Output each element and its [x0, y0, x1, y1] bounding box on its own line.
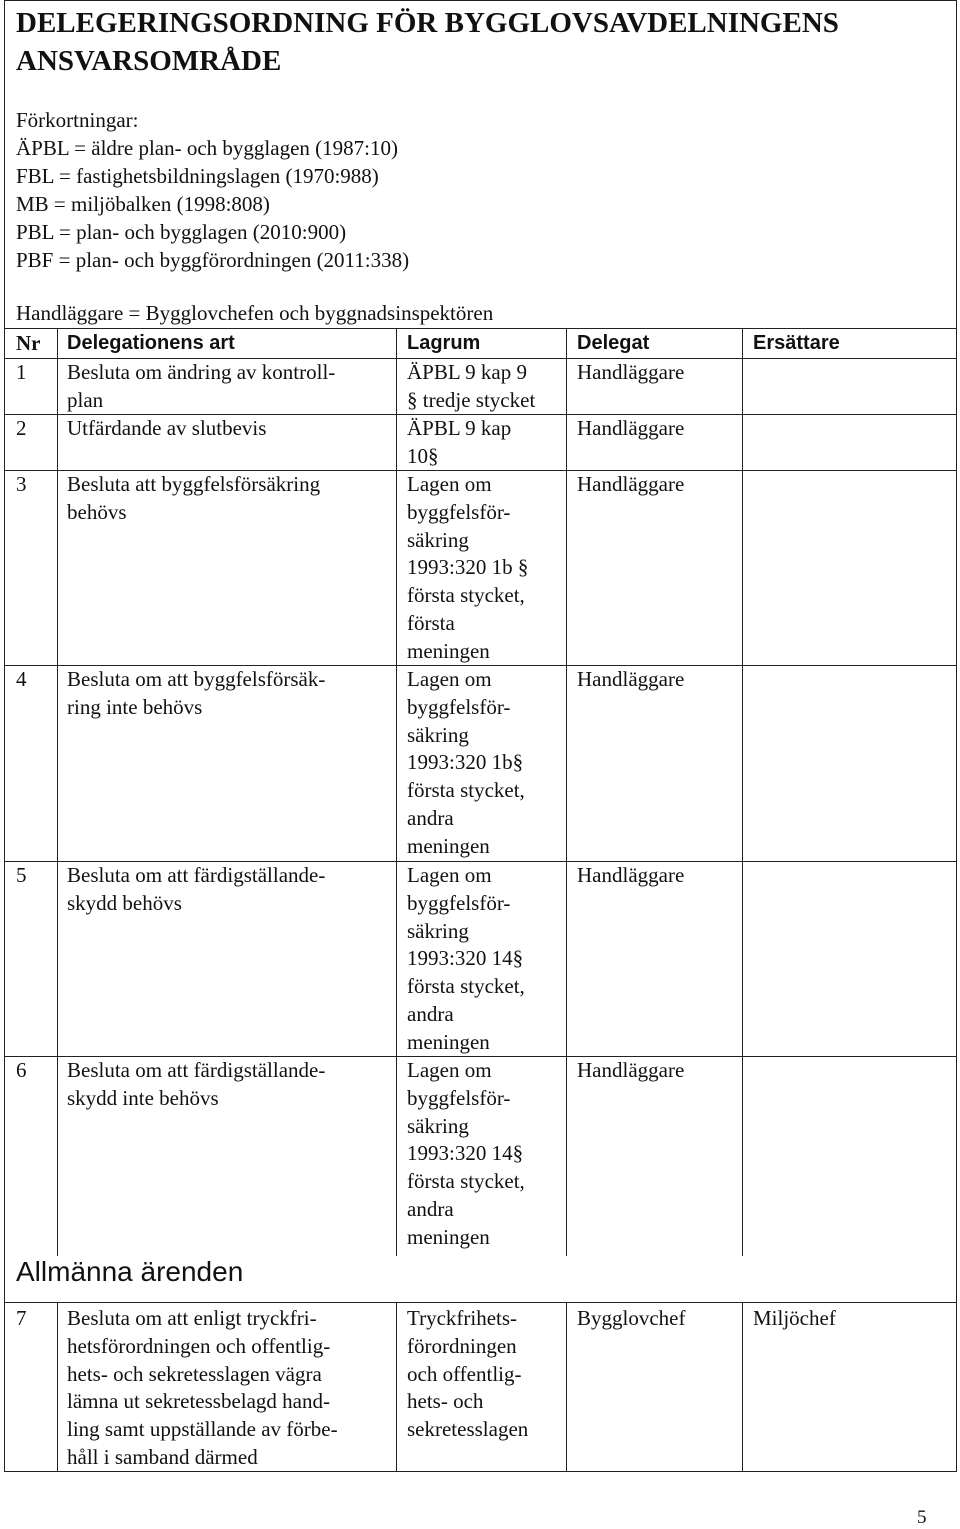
row-lagrum-line: andra: [407, 1196, 454, 1221]
row-lagrum-line: 1993:320 14§: [407, 946, 524, 971]
abbreviation-item: PBL = plan- och bygglagen (2010:900): [16, 220, 347, 244]
row-lagrum: [407, 359, 535, 415]
row-delegationens-art-line: plan: [67, 387, 104, 412]
abbreviation-item: FBL = fastighetsbildningslagen (1970:988): [16, 164, 379, 188]
row-lagrum-line: byggfelsför-: [407, 694, 511, 719]
row-delegationens-art-line: skydd behövs: [67, 890, 182, 915]
row-lagrum-line: Tryckfrihets-: [407, 1306, 518, 1330]
row-lagrum-line: andra: [407, 805, 454, 830]
row-lagrum-line: ÄPBL 9 kap: [407, 416, 512, 440]
row-lagrum-line: meningen: [407, 638, 490, 663]
row-lagrum-line: första stycket,: [407, 778, 525, 803]
row-delegationens-art-line: behövs: [67, 499, 127, 524]
row-lagrum-line: § tredje stycket: [407, 387, 536, 412]
abbreviation-item: ÄPBL = äldre plan- och bygglagen (1987:10): [16, 136, 398, 160]
column-rule: [396, 1302, 397, 1472]
row-lagrum-line: Lagen om: [407, 863, 492, 887]
row-lagrum-line: byggfelsför-: [407, 1085, 511, 1110]
page-title: DELEGERINGSORDNING FÖR BYGGLOVSAVDELNINGENS ANSVARSOMRÅDE: [16, 7, 839, 77]
row-nr: 7: [16, 1306, 27, 1330]
row-delegationens-art: [67, 415, 266, 443]
row-delegationens-art: [67, 1305, 338, 1472]
row-lagrum-line: första stycket,: [407, 1169, 525, 1194]
column-rule: [566, 328, 567, 1256]
row-lagrum-line: meningen: [407, 1224, 490, 1249]
row-nr: 4: [16, 667, 27, 691]
row-lagrum-line: första stycket,: [407, 583, 525, 608]
row-lagrum: [407, 1305, 528, 1444]
row-nr: 6: [16, 1058, 27, 1082]
row-lagrum-line: säkring: [407, 918, 469, 943]
row-delegationens-art: [67, 359, 335, 415]
row-nr: 3: [16, 472, 27, 496]
row-lagrum-line: andra: [407, 1001, 454, 1026]
row-delegationens-art-line: Besluta att byggfelsförsäkring: [67, 472, 321, 496]
row-lagrum-line: och offentlig-: [407, 1361, 522, 1386]
row-lagrum-line: 10§: [407, 443, 439, 468]
row-lagrum-line: säkring: [407, 527, 469, 552]
row-delegationens-art-line: Besluta om att färdigställande-: [67, 863, 326, 887]
row-delegat: Handläggare: [577, 1058, 685, 1082]
row-lagrum-line: meningen: [407, 1029, 490, 1054]
header-ersattare: Ersättare: [753, 332, 840, 354]
row-lagrum-line: meningen: [407, 833, 490, 858]
row-rule: [4, 1302, 957, 1303]
row-delegat: Bygglovchef: [577, 1306, 686, 1330]
column-rule: [57, 1302, 58, 1472]
row-delegationens-art-line: Besluta om att färdigställande-: [67, 1058, 326, 1082]
row-lagrum: [407, 862, 525, 1057]
abbreviation-item: MB = miljöbalken (1998:808): [16, 192, 270, 216]
row-lagrum-line: ÄPBL 9 kap 9: [407, 360, 527, 384]
row-delegat: Handläggare: [577, 472, 685, 496]
row-lagrum-line: Lagen om: [407, 667, 492, 691]
handlaggare-definition: Handläggare = Bygglovchefen och byggnadsinspektören: [16, 301, 494, 325]
column-rule: [742, 1302, 743, 1472]
row-lagrum-line: 1993:320 1b §: [407, 555, 529, 580]
row-delegationens-art-line: hetsförordningen och offentlig-: [67, 1333, 331, 1358]
row-delegationens-art-line: lämna ut sekretessbelagd hand-: [67, 1389, 330, 1414]
row-delegationens-art-line: Utfärdande av slutbevis: [67, 416, 267, 440]
row-nr: 1: [16, 360, 27, 384]
row-delegationens-art-line: Besluta om ändring av kontroll-: [67, 360, 336, 384]
row-delegat: Handläggare: [577, 667, 685, 691]
row-delegationens-art-line: Besluta om att byggfelsförsäk-: [67, 667, 326, 691]
row-lagrum: [407, 471, 528, 666]
section-title: Allmänna ärenden: [16, 1256, 244, 1287]
row-delegationens-art: [67, 1057, 325, 1113]
row-lagrum-line: Lagen om: [407, 1058, 492, 1082]
row-nr: 2: [16, 416, 27, 440]
abbreviations: [16, 106, 409, 274]
row-delegationens-art-line: hets- och sekretesslagen vägra: [67, 1361, 322, 1386]
column-rule: [742, 328, 743, 1256]
row-delegationens-art-line: ling samt uppställande av förbe-: [67, 1417, 338, 1442]
row-delegationens-art-line: ring inte behövs: [67, 694, 203, 719]
row-nr: 5: [16, 863, 27, 887]
row-lagrum: [407, 666, 525, 861]
row-lagrum-line: första stycket,: [407, 974, 525, 999]
row-delegationens-art: [67, 471, 320, 527]
column-rule: [396, 328, 397, 1256]
row-delegationens-art-line: Besluta om att enligt tryckfri-: [67, 1306, 317, 1330]
row-lagrum-line: säkring: [407, 722, 469, 747]
row-lagrum-line: Lagen om: [407, 472, 492, 496]
row-delegationens-art-line: skydd inte behövs: [67, 1085, 219, 1110]
column-rule: [57, 328, 58, 1256]
row-lagrum-line: byggfelsför-: [407, 890, 511, 915]
row-delegat: Handläggare: [577, 863, 685, 887]
row-lagrum: [407, 1057, 525, 1252]
page-number: 5: [917, 1507, 927, 1528]
header-delegat: Delegat: [577, 332, 650, 354]
row-lagrum-line: första: [407, 610, 455, 635]
row-delegationens-art: [67, 666, 325, 722]
row-lagrum-line: 1993:320 14§: [407, 1141, 524, 1166]
row-lagrum-line: säkring: [407, 1113, 469, 1138]
row-lagrum-line: hets- och: [407, 1389, 484, 1414]
row-delegationens-art: [67, 862, 325, 918]
abbreviation-item: PBF = plan- och byggförordningen (2011:338): [16, 248, 410, 272]
abbreviations-heading: Förkortningar:: [16, 108, 139, 132]
row-delegationens-art-line: håll i samband därmed: [67, 1444, 258, 1469]
row-lagrum-line: sekretesslagen: [407, 1417, 529, 1442]
row-delegat: Handläggare: [577, 416, 685, 440]
row-lagrum-line: byggfelsför-: [407, 499, 511, 524]
row-lagrum-line: 1993:320 1b§: [407, 750, 524, 775]
header-nr: Nr: [16, 331, 41, 355]
column-rule: [566, 1302, 567, 1472]
row-lagrum-line: förordningen: [407, 1333, 517, 1358]
header-lagrum: Lagrum: [407, 332, 481, 354]
header-delegationens-art: Delegationens art: [67, 332, 235, 354]
table-top-rule: [4, 328, 957, 329]
row-ersattare: Miljöchef: [753, 1306, 836, 1330]
row-lagrum: [407, 415, 511, 471]
row-delegat: Handläggare: [577, 360, 685, 384]
